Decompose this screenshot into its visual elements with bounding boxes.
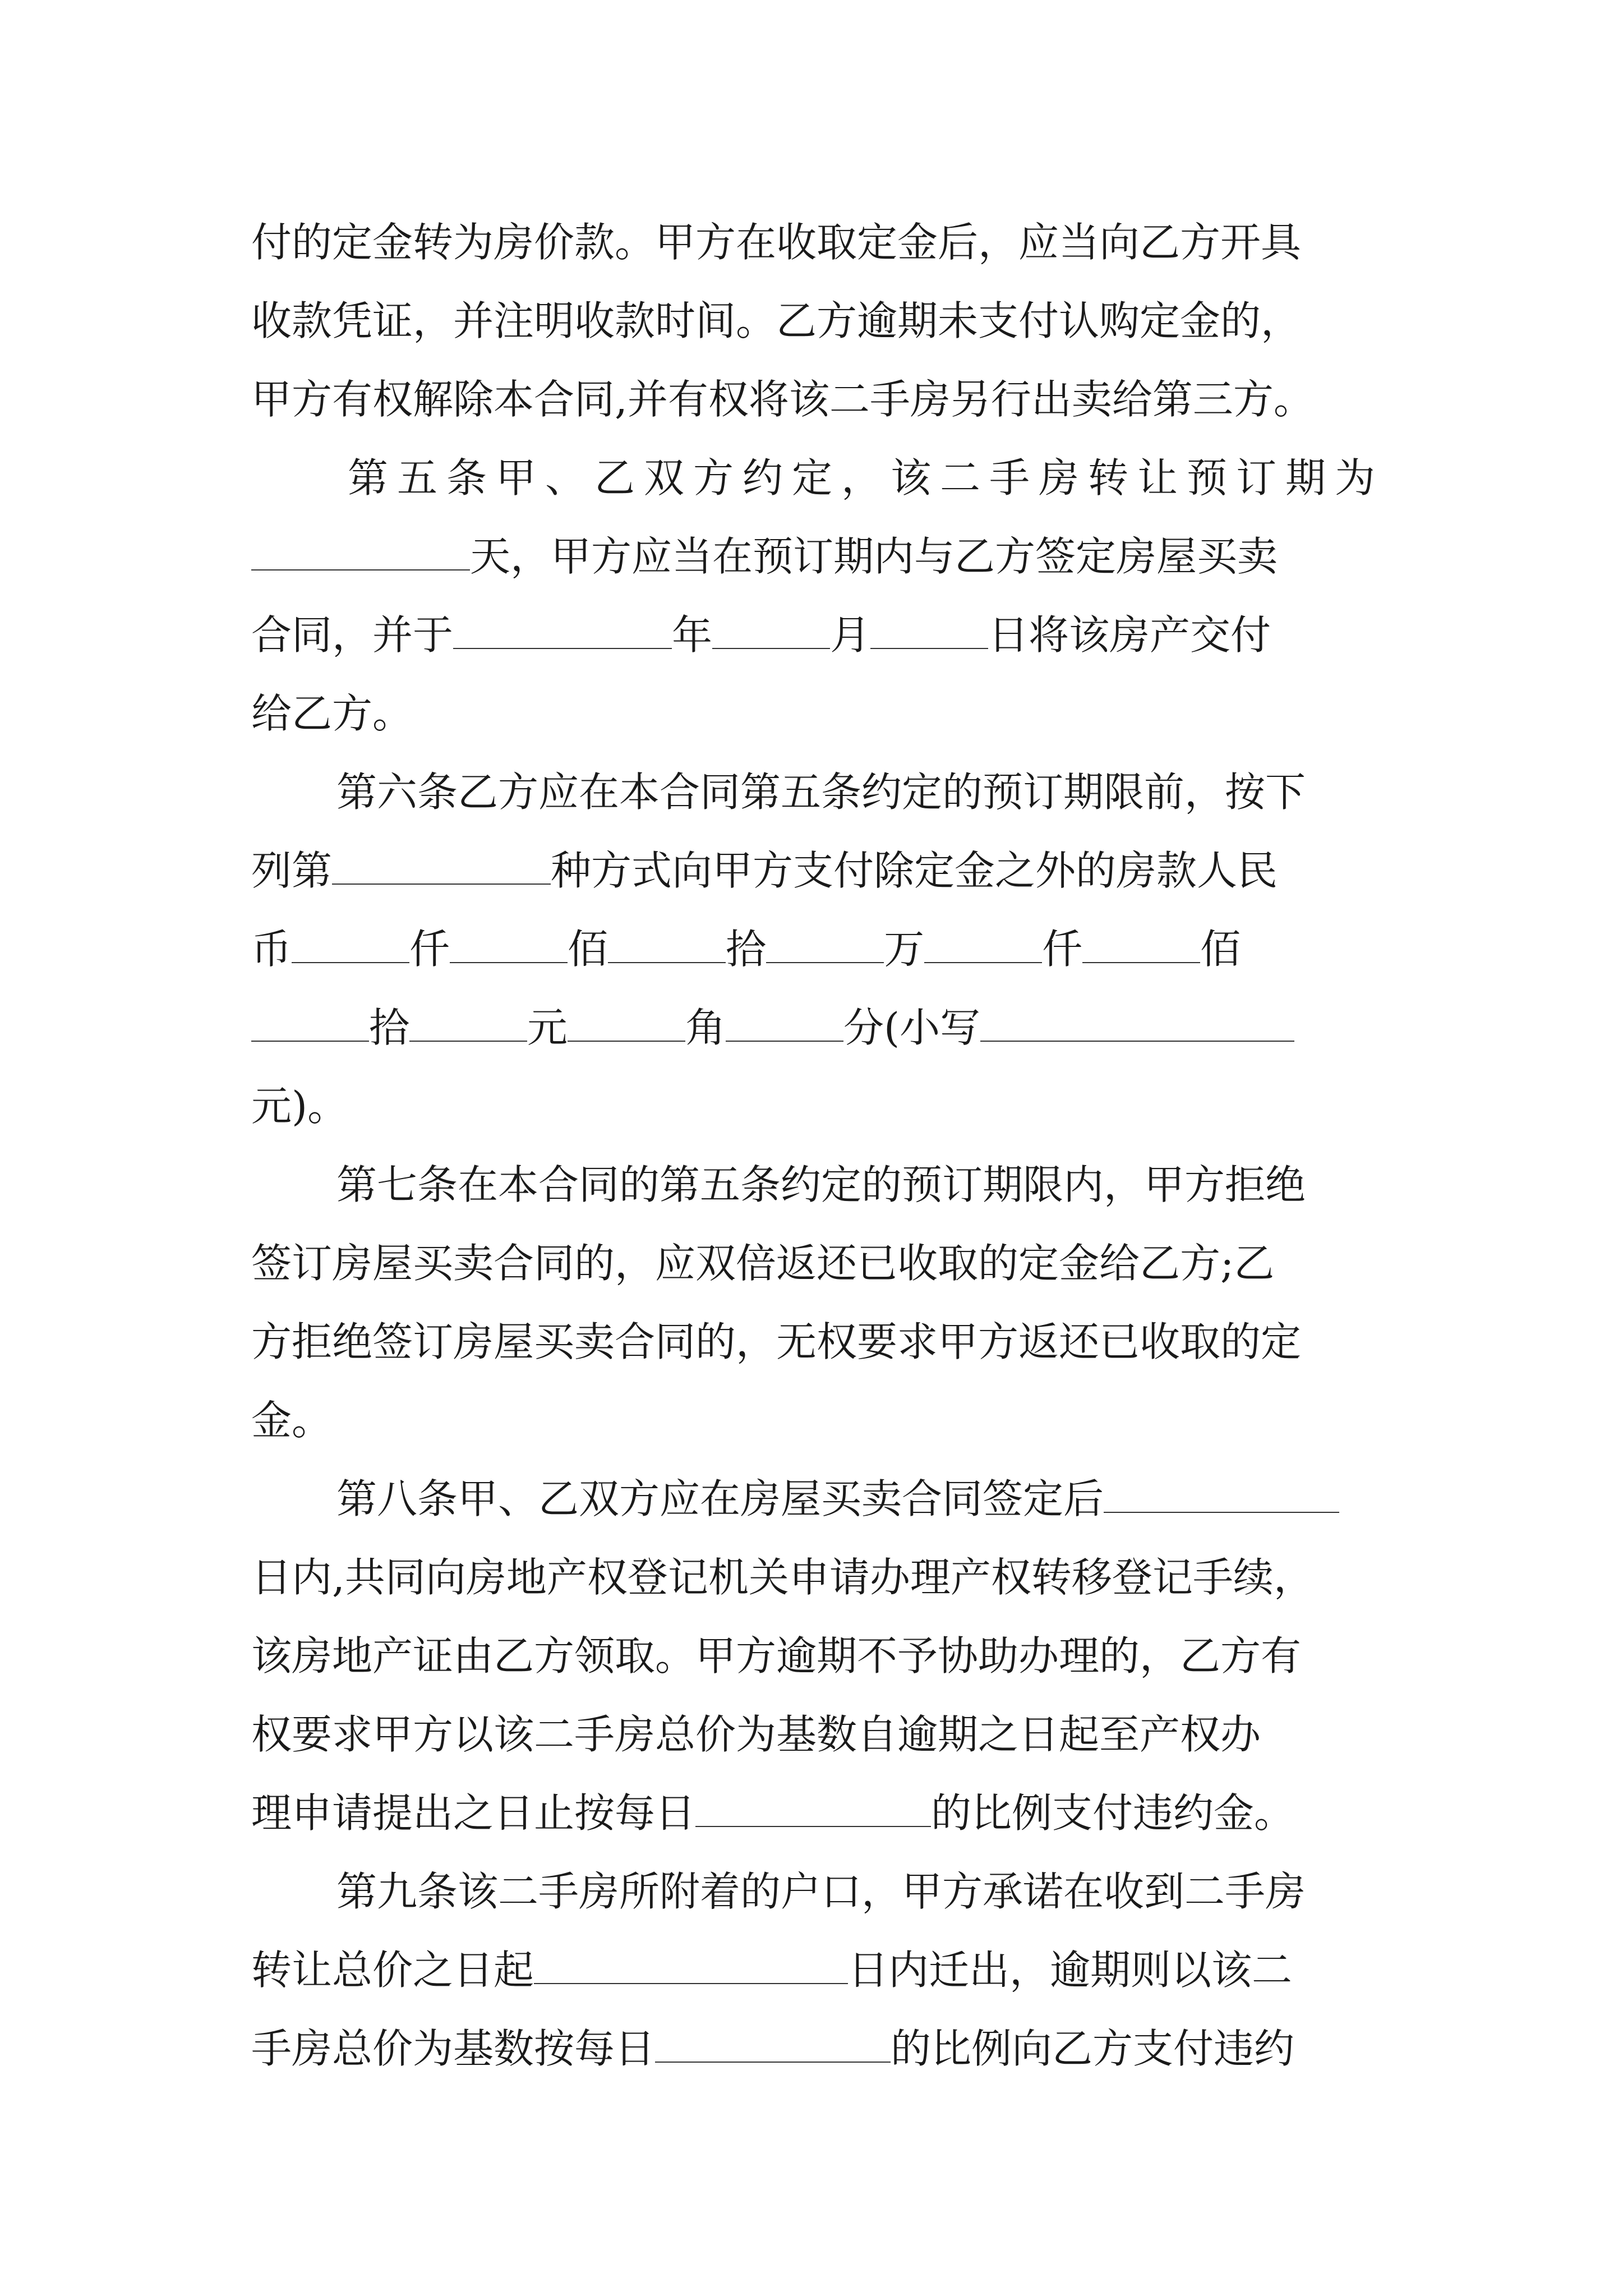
line-text: 万 [884, 926, 925, 973]
line-text: 种方式向甲方支付除定金之外的房款人民 [551, 847, 1278, 894]
line-text: 日内迁出，逾期则以该二 [848, 1947, 1293, 1994]
text-line [251, 2009, 1373, 2088]
line-text: 拾 [726, 926, 767, 973]
text-line [251, 910, 1373, 988]
line-text: 合同，并于 [251, 611, 454, 659]
blank-field[interactable] [1082, 927, 1200, 963]
line-text: 给乙方。 [251, 690, 413, 737]
text-line [251, 674, 1373, 753]
blank-field[interactable] [251, 535, 470, 570]
line-text: 元)。 [251, 1083, 348, 1130]
line-text: 元 [527, 1004, 568, 1051]
line-text: 转让总价之日起 [251, 1947, 534, 1994]
blank-field[interactable] [568, 1006, 685, 1042]
article-6-heading-line [336, 753, 1458, 831]
text-line [251, 988, 1373, 1067]
line-text: 的比例支付违约金。 [931, 1789, 1295, 1837]
blank-field[interactable] [534, 1948, 848, 1984]
line-text: 该房地产证由乙方领取。甲方逾期不予协助办理的，乙方有 [251, 1632, 1302, 1680]
article-8-heading-line [336, 1460, 1458, 1538]
article-9-heading-line [336, 1852, 1458, 1931]
line-text: 天，甲方应当在预订期内与乙方签定房屋买卖 [470, 533, 1278, 580]
text-line [251, 1695, 1373, 1774]
blank-field[interactable] [251, 1006, 369, 1042]
line-text: 付的定金转为房价款。甲方在收取定金后，应当向乙方开具 [251, 219, 1302, 266]
line-text: 第七条在本合同的第五条约定的预订期限内，甲方拒绝 [336, 1161, 1306, 1208]
line-text: 收款凭证，并注明收款时间。乙方逾期未支付认购定金的， [251, 297, 1302, 344]
line-text: 年 [672, 611, 713, 659]
text-line [251, 596, 1373, 674]
blank-field[interactable] [924, 927, 1042, 963]
text-line [251, 1774, 1373, 1852]
line-text: 日将该房产交付 [988, 611, 1271, 659]
text-line [251, 1617, 1373, 1695]
line-text: 第九条该二手房所附着的户口，甲方承诺在收到二手房 [336, 1868, 1306, 1915]
line-text: 列第 [251, 847, 333, 894]
blank-field[interactable] [453, 613, 672, 649]
line-text: 第五条甲、乙双方约定，该二手房转让预订期为 [348, 454, 1385, 501]
line-text: 仟 [409, 926, 450, 973]
blank-field[interactable] [726, 1006, 843, 1042]
line-text: 佰 [1200, 926, 1241, 973]
text-line [251, 517, 1373, 596]
line-text: 理申请提出之日止按每日 [251, 1789, 696, 1837]
blank-field[interactable] [766, 927, 884, 963]
line-text: 金。 [251, 1397, 333, 1444]
text-line [251, 1303, 1373, 1381]
blank-field[interactable] [655, 2027, 891, 2063]
blank-field[interactable] [1104, 1477, 1339, 1513]
line-text: 权要求甲方以该二手房总价为基数自逾期之日起至产权办 [251, 1711, 1261, 1758]
text-line [251, 360, 1373, 439]
blank-field[interactable] [608, 927, 726, 963]
line-text: 佰 [568, 926, 608, 973]
line-text: 的比例向乙方支付违约 [891, 2025, 1295, 2072]
line-text: 币 [251, 926, 292, 973]
line-text: 第六条乙方应在本合同第五条约定的预订期限前，按下 [336, 769, 1306, 816]
blank-field[interactable] [695, 1791, 931, 1827]
text-line [251, 1067, 1373, 1145]
blank-field[interactable] [712, 613, 830, 649]
text-line [251, 1381, 1373, 1460]
line-text: 仟 [1042, 926, 1083, 973]
line-text: 角 [685, 1004, 726, 1051]
blank-field[interactable] [870, 613, 988, 649]
text-line [251, 1931, 1373, 2009]
blank-field[interactable] [450, 927, 568, 963]
line-text: 第八条甲、乙双方应在房屋买卖合同签定后 [336, 1475, 1104, 1522]
text-line [251, 831, 1373, 910]
line-text: 拾 [369, 1004, 410, 1051]
line-text: 签订房屋买卖合同的，应双倍返还已收取的定金给乙方;乙 [251, 1240, 1275, 1287]
line-text: 分(小写 [843, 1004, 981, 1051]
text-line [251, 1224, 1373, 1303]
text-line [251, 1538, 1373, 1617]
blank-field[interactable] [292, 927, 409, 963]
blank-field[interactable] [332, 849, 551, 885]
text-line [251, 203, 1373, 282]
blank-field[interactable] [980, 1006, 1294, 1042]
line-text: 方拒绝签订房屋买卖合同的，无权要求甲方返还已收取的定 [251, 1318, 1302, 1365]
line-text: 日内,共同向房地产权登记机关申请办理产权转移登记手续， [251, 1554, 1314, 1601]
article-5-heading-line [348, 439, 1469, 517]
text-line [251, 282, 1373, 360]
line-text: 甲方有权解除本合同,并有权将该二手房另行出卖给第三方。 [251, 376, 1314, 423]
line-text: 月 [830, 611, 871, 659]
line-text: 手房总价为基数按每日 [251, 2025, 656, 2072]
blank-field[interactable] [409, 1006, 527, 1042]
article-7-heading-line [336, 1145, 1458, 1224]
